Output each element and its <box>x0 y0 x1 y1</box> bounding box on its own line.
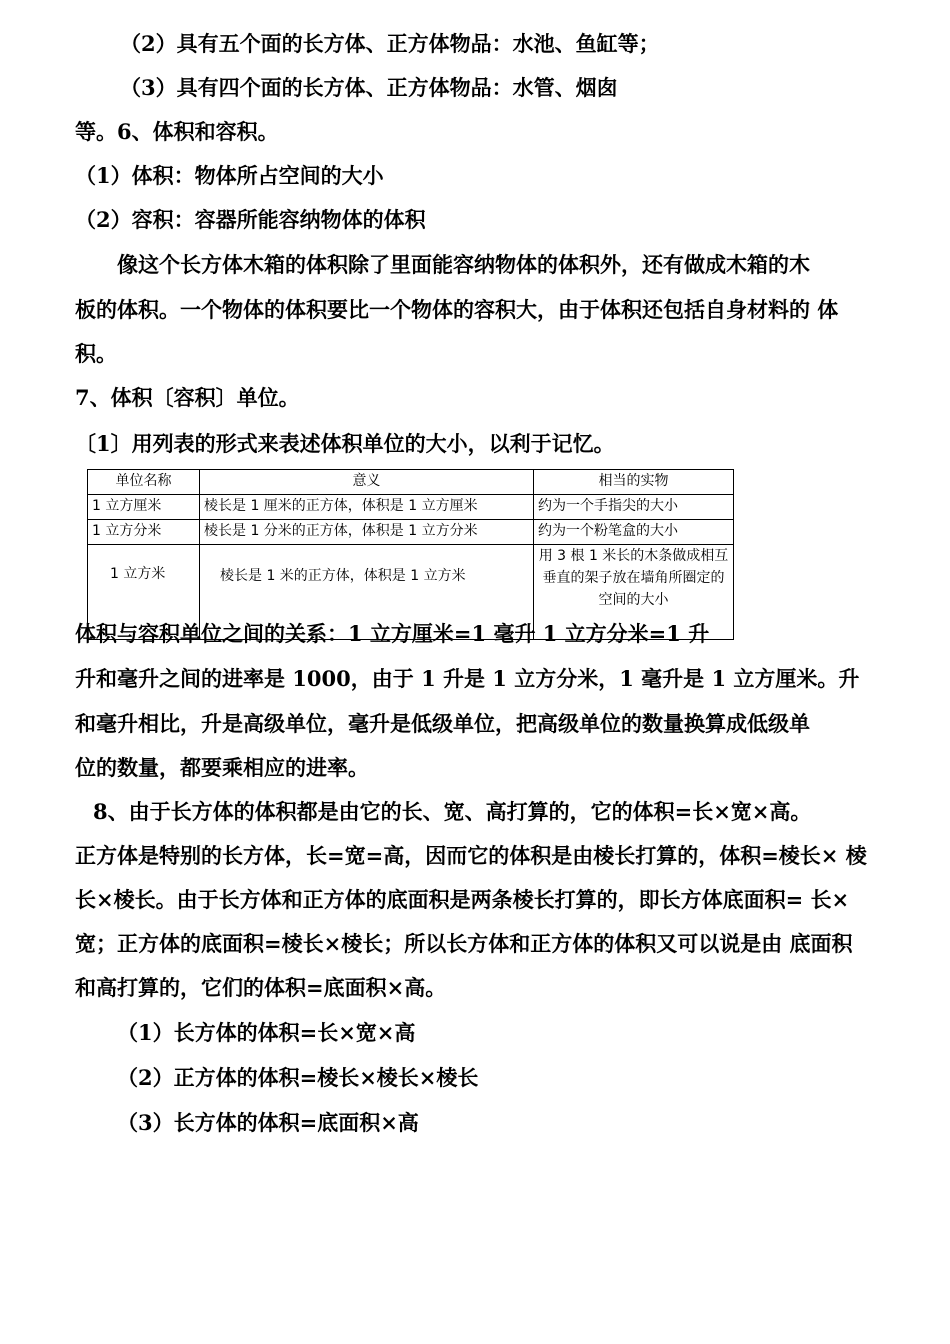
text-line: 和高打算的，它们的体积=底面积×高。 <box>75 975 447 1000</box>
table-cell: 1 立方米 <box>88 545 200 640</box>
text-line: 8、由于长方体的体积都是由它的长、宽、高打算的，它的体积=长×宽×高。 <box>93 799 812 824</box>
table-cell: 1 立方厘米 <box>88 495 200 520</box>
text-line: （2）具有五个面的长方体、正方体物品：水池、鱼缸等； <box>120 31 660 56</box>
table-cell: 棱长是 1 分米的正方体，体积是 1 立方分米 <box>200 520 534 545</box>
text-line: 等。6、体积和容积。 <box>75 119 279 144</box>
text-line: 宽；正方体的底面积=棱长×棱长；所以长方体和正方体的体积又可以说是由 底面积 <box>75 931 853 956</box>
text-line: 像这个长方体木箱的体积除了里面能容纳物体的体积外，还有做成木箱的木 <box>117 252 810 277</box>
text-line: （3）长方体的体积=底面积×高 <box>117 1110 419 1135</box>
text-line: 板的体积。一个物体的体积要比一个物体的容积大，由于体积还包括自身材料的 体 <box>75 297 839 322</box>
table-cell: 用 3 根 1 米长的木条做成相互垂直的架子放在墙角所圈定的空间的大小 <box>534 545 734 640</box>
table-header: 意义 <box>200 470 534 495</box>
text-line: 长×棱长。由于长方体和正方体的底面积是两条棱长打算的，即长方体底面积= 长× <box>75 887 850 912</box>
text-line: （1）体积：物体所占空间的大小 <box>75 163 384 188</box>
text-line: 和毫升相比，升是高级单位，毫升是低级单位，把高级单位的数量换算成低级单 <box>75 711 810 736</box>
text-line: （2）正方体的体积=棱长×棱长×棱长 <box>117 1065 479 1090</box>
text-line: 体积与容积单位之间的关系：1 立方厘米=1 毫升 1 立方分米=1 升 <box>75 621 710 646</box>
text-line: 升和毫升之间的进率是 1000，由于 1 升是 1 立方分米，1 毫升是 1 立方厘米。升 <box>75 666 860 691</box>
text-line: 正方体是特别的长方体，长=宽=高，因而它的体积是由棱长打算的，体积=棱长× 棱 <box>75 843 867 868</box>
text-line: 积。 <box>75 341 117 366</box>
text-line: 位的数量，都要乘相应的进率。 <box>75 755 369 780</box>
table-cell: 棱长是 1 米的正方体，体积是 1 立方米 <box>200 545 534 640</box>
volume-units-table <box>87 469 734 640</box>
table-cell: 棱长是 1 厘米的正方体，体积是 1 立方厘米 <box>200 495 534 520</box>
text-line: 〔1〕用列表的形式来表述体积单位的大小，以利于记忆。 <box>75 431 615 456</box>
text-line: （2）容积：容器所能容纳物体的体积 <box>75 207 426 232</box>
text-line: （3）具有四个面的长方体、正方体物品：水管、烟囱 <box>120 75 618 100</box>
table-header: 相当的实物 <box>534 470 734 495</box>
text-line: （1）长方体的体积=长×宽×高 <box>117 1020 416 1045</box>
table-cell: 约为一个粉笔盒的大小 <box>534 520 734 545</box>
table-header: 单位名称 <box>88 470 200 495</box>
section-heading: 7、体积〔容积〕单位。 <box>75 385 300 410</box>
table-cell: 约为一个手指尖的大小 <box>534 495 734 520</box>
table-cell: 1 立方分米 <box>88 520 200 545</box>
